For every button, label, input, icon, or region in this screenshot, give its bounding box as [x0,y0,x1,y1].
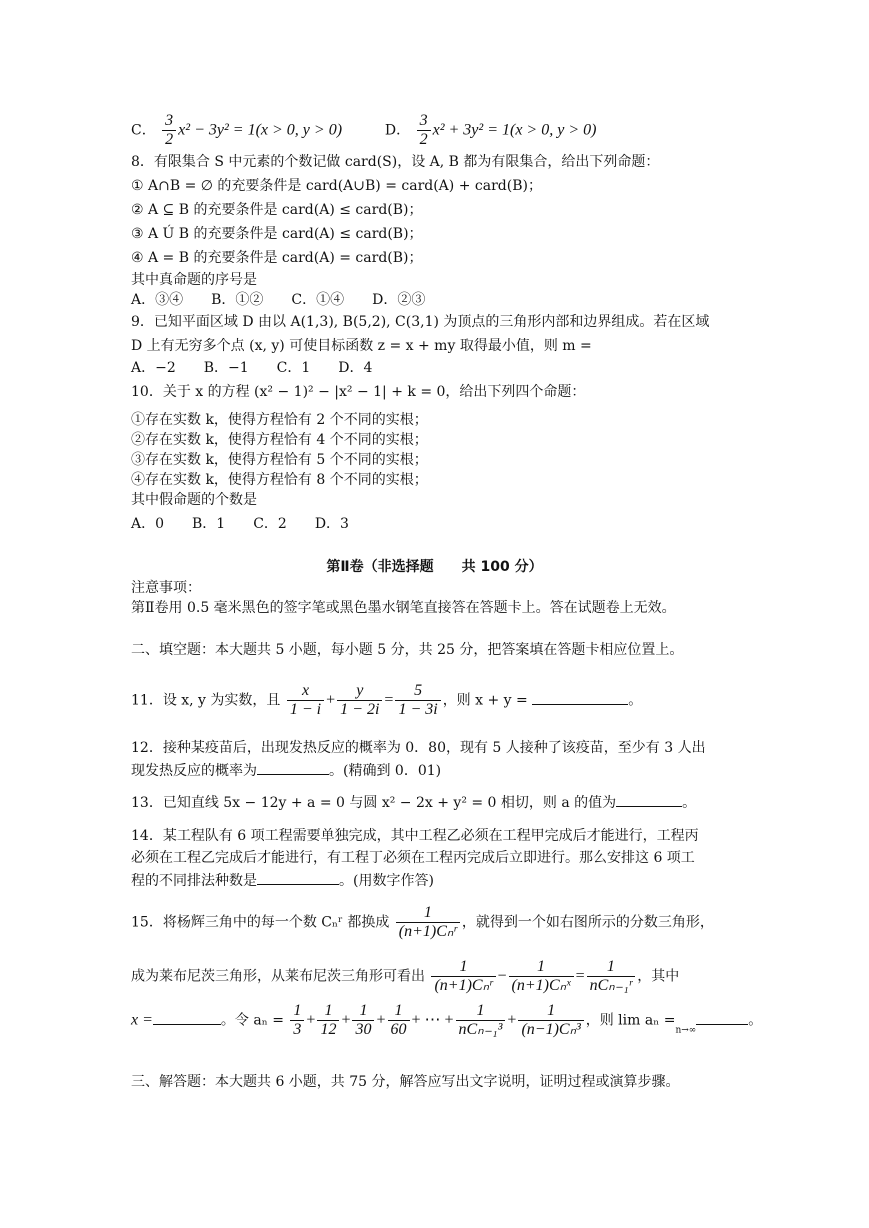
part2-title: 第Ⅱ卷（非选择题 共 100 分） [326,559,543,575]
q15-fraction-3: $\frac{1}{\text{nCₙ₋₁ʳ}}$ [587,958,636,995]
q15-leibniz-fraction: $\frac{1}{\text{(n+1)Cₙʳ}}$ [396,904,460,941]
q11-fraction-5: $\frac{5}{1 - 3i}$ [395,682,440,719]
q12-line-1: 12．接种某疫苗后，出现发热反应的概率为 0．80，现有 5 人接种了该疫苗，至少有 3 人出 [131,740,706,756]
q15-fraction-2: $\frac{1}{\text{(n+1)Cₙˣ}}$ [509,958,574,995]
q14-line-2: 必须在工程乙完成后才能进行，有工程丁必须在工程丙完成后立即进行。那么安排这 6 项工 [131,850,695,866]
section-3-heading: 三、解答题：本大题共 6 小题，共 75 分，解答应写出文字说明，证明过程或演算步骤。 [131,1074,680,1090]
q15-fraction-1: $\frac{1}{\text{(n+1)Cₙʳ}}$ [431,958,495,995]
q7-option-c-label: C． [131,122,156,139]
q7-option-d-fraction: $\frac{3}{2}$ [417,112,431,149]
q8-proposition-4: ④ A = B 的充要条件是 card(A) = card(B)； [131,250,423,266]
q14-line-3: 程的不同排法种数是 。(用数字作答) [131,870,434,891]
q7-options-row [131,112,596,149]
q8-proposition-1: ① A∩B = ∅ 的充要条件是 card(A∪B) = card(A) + card(B)； [131,178,542,194]
q15-x-answer-blank[interactable] [153,1010,221,1025]
q9-line-2: D 上有无穷多个点 (x, y) 可使目标函数 z = x + my 取得最小值，则 m = [131,338,592,354]
q11-fraction-y: $\frac{y}{1 - 2i}$ [337,682,382,719]
q10-ask: 其中假命题的个数是 [131,492,257,508]
q14-line-1: 14．某工程队有 6 项工程需要单独完成，其中工程乙必须在工程甲完成后才能进行，工程丙 [131,828,699,844]
q10-proposition-2: ②存在实数 k，使得方程恰有 4 个不同的实根； [131,432,428,448]
q7-option-c-fraction: $\frac{3}{2}$ [162,112,176,149]
q14-answer-blank[interactable] [257,870,339,885]
q8-proposition-3: ③ A Ú B 的充要条件是 card(A) ≤ card(B)； [131,226,423,242]
q13-answer-blank[interactable] [616,792,682,807]
q11-row: 11．设 x, y 为实数，且 $\frac{x}{1 - i}$ + $\frac{y}{1 - 2i}$ = $\frac{5}{1 - 3i}$ ，则 x + y = 。 [131,682,643,718]
q10-proposition-1: ①存在实数 k，使得方程恰有 2 个不同的实根； [131,412,428,428]
q7-option-d-label: D． [384,122,411,139]
part2-notice-label: 注意事项： [131,580,201,596]
q12-answer-blank[interactable] [257,760,329,775]
q7-option-c-equation: x² − 3y² = 1(x > 0, y > 0) [178,121,343,139]
q10-proposition-4: ④存在实数 k，使得方程恰有 8 个不同的实根； [131,472,428,488]
q10-proposition-3: ③存在实数 k，使得方程恰有 5 个不同的实根； [131,452,428,468]
q8-proposition-2: ② A ⊆ B 的充要条件是 card(A) ≤ card(B)； [131,202,423,218]
q11-suffix: ，则 x + y = [442,692,528,709]
q9-line-1: 9．已知平面区域 D 由以 A(1,3), B(5,2), C(3,1) 为顶点的三角形内部和边界组成。若在区域 [131,314,710,330]
q11-fraction-x: $\frac{x}{1 - i}$ [287,682,324,719]
q15-line-1: 15．将杨辉三角中的每一个数 Cₙʳ 都换成 $\frac{1}{\text{(n+1)Cₙʳ}}$ ，就得到一个如右图所示的分数三角形， [131,904,714,940]
q10-stem: 10．关于 x 的方程 (x² − 1)² − |x² − 1| + k = 0，给出下列四个命题： [131,384,586,400]
q15-line-3: x = 。令 aₙ = $\frac{1}{3}$ + $\frac{1}{12}$ + $\frac{1}{30}$ + $\frac{1}{60}$ + ⋯ + $\frac{1}{\text{nCₙ₋₁³}}$ + $\frac{1}{\text{(n−1)Cₙ³}}$ ，则 $\lim a_n =_{n\to\infty}$。 [131,1002,763,1038]
q11-answer-blank[interactable] [532,690,628,705]
q15-limit-answer-blank[interactable] [696,1010,748,1025]
section-2-heading: 二、填空题：本大题共 5 小题，每小题 5 分，共 25 分，把答案填在答题卡相应位置上。 [131,642,684,658]
q8-stem: 8．有限集合 S 中元素的个数记做 card(S)，设 A, B 都为有限集合，给出下列命题： [131,154,660,170]
q9-options: A．−2 B．−1 C．1 D．4 [131,360,373,376]
part2-notice-text: 第Ⅱ卷用 0.5 毫米黑色的签字笔或黑色墨水钢笔直接答在答题卡上。答在试题卷上无效。 [131,600,676,616]
q11-prefix: 11．设 x, y 为实数，且 [131,692,281,709]
q13-row: 13．已知直线 5x − 12y + a = 0 与圆 x² − 2x + y² = 0 相切，则 a 的值为 。 [131,792,696,813]
q15-line-2: 成为莱布尼茨三角形，从莱布尼茨三角形可看出 $\frac{1}{\text{(n+1)Cₙʳ}}$ − $\frac{1}{\text{(n+1)Cₙˣ}}$ = $\frac{1}{\text{nCₙ₋₁ʳ}}$ ，其中 [131,958,680,994]
q8-ask: 其中真命题的序号是 [131,272,257,288]
q8-options: A．③④ B．①② C．①④ D．②③ [131,292,426,308]
q12-line-2: 现发热反应的概率为 。(精确到 0．01) [131,760,441,781]
q7-option-d-equation: x² + 3y² = 1(x > 0, y > 0) [432,121,597,139]
q10-options: A．0 B．1 C．2 D．3 [131,516,349,532]
